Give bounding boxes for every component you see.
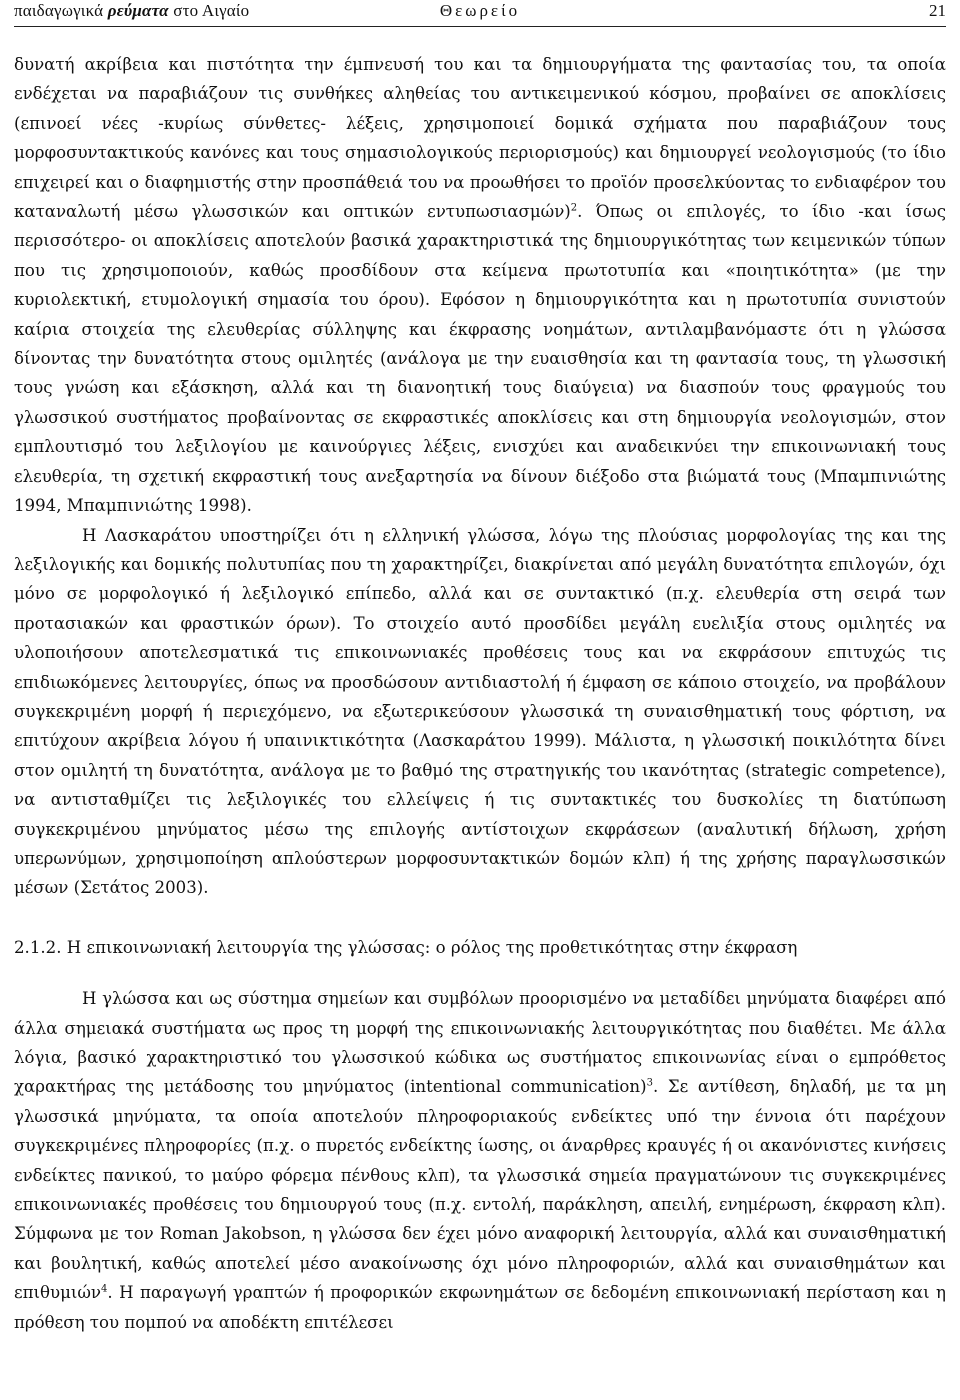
paragraph-2 xyxy=(14,521,946,903)
footnote-marker[interactable]: 4 xyxy=(101,1283,108,1295)
paragraph-3 xyxy=(14,984,946,1337)
paragraph-1 xyxy=(14,50,946,521)
page-number: 21 xyxy=(929,1,946,20)
section-name: Θεωρείο xyxy=(439,1,521,20)
section-heading: 2.1.2. Η επικοινωνιακή λειτουργία της γλώσσας: ο ρόλος της προθετικότητας στην έκφραση xyxy=(14,937,798,957)
running-header xyxy=(14,0,946,26)
journal-title-suffix: στο Αιγαίο xyxy=(168,1,250,20)
document-page xyxy=(14,0,946,1400)
journal-title-emphasis: ρεύματα xyxy=(107,1,169,20)
journal-title-prefix: παιδαγωγικά xyxy=(14,1,108,20)
footnote-marker[interactable]: 3 xyxy=(646,1077,653,1089)
paragraph-3-text: Η γλώσσα και ως σύστημα σημείων και συμβόλων προορισμένο να μεταδίδει μηνύματα διαφέρει από άλλα σημειακά συστήματα ως προς τη μορφή της επικοινωνιακής λειτουργικότητας που διαθέτει. Με άλλα λόγια, βασικό χαρακτηριστικό του γλωσσικού κώδικα ως συστήματος επικοινωνίας είναι ο εμπρόθετος χαρακτήρας της μετάδοσης του μηνύματος (intentional communication) xyxy=(14,989,946,1097)
paragraph-2-text: Η Λασκαράτου υποστηρίζει ότι η ελληνική γλώσσα, λόγω της πλούσιας μορφολογίας της και της λεξιλογικής και δομικής πολυτυπίας που τη χαρακτηρίζει, διακρίνεται από μεγάλη δυνατότητα επιλογών, όχι μόνο σε μορφολογικό ή λεξιλογικό επίπεδο, αλλά και σε συντακτικό (π.χ. ελευθερία στη σειρά των προτασιακών και φραστικών όρων). Το στοιχείο αυτό προσδίδει μεγάλη ευελιξία στους ομιλητές να υλοποιήσουν αποτελεσματικά τις επικοινωνιακές προθέσεις τους και να εκφράσουν επιτυχώς τις επιδιωκόμενες λειτουργίες, όπως να προσδώσουν αντιδιαστολή ή έμφαση σε κάποιο στοιχείο, να προβάλουν συγκεκριμένη μορφή ή περιεχόμενο, να εξωτερικεύσουν γλωσσικά τη συναισθηματική τους φόρτιση, να επιτύχουν ακρίβεια λόγου ή υπαινικτικότητα (Λασκαράτου 1999). Μάλιστα, η γλωσσική ποικιλότητα δίνει στον ομιλητή τη δυνατότητα, ανάλογα με το βαθμό της στρατηγικής του ικανότητας (strategic competence), να αντισταθμίζει τις λεξιλογικές του ελλείψεις ή τις συντακτικές του δυσκολίες τη διατύπωση συγκεκριμένου μηνύματος μέσω της επιλογής αντίστοιχων εκφράσεων (αναλυτική δήλωση, χρήση υπερωνύμων, χρησιμοποίηση απλούστερων μορφοσυντακτικών δομών κλπ) ή της χρήσης παραγλωσσικών μέσων (Σετάτος 2003). xyxy=(14,525,946,898)
paragraph-1-text: δυνατή ακρίβεια και πιστότητα την έμπνευσή του και τα δημιουργήματα της φαντασίας του, τα οποία ενδέχεται να παραβιάζουν τις συνθήκες αληθείας του αντικειμενικού κόσμου, προβαίνει σε αποκλίσεις (επινοεί νέες -κυρίως σύνθετες- λέξεις, χρησιμοποιεί δομικά σχήματα που παραβιάζουν τους μορφοσυντακτικούς κανόνες και τους σημασιολογικούς περιορισμούς) και δημιουργεί νεολογισμούς (το ίδιο επιχειρεί και ο διαφημιστής στην προσπάθειά του να προωθήσει το προϊόν προσελκύοντας το ενδιαφέρον του καταναλωτή μέσω γλωσσικών και οπτικών εντυπωσιασμών) xyxy=(14,55,946,222)
header-divider xyxy=(14,26,946,27)
paragraph-3-text-continued-2: . Η παραγωγή γραπτών ή προφορικών εκφωνημάτων σε δεδομένη επικοινωνιακή περίσταση και η πρόθεση του πομπού να αποδέκτη επιτέλεσει xyxy=(14,1283,946,1332)
paragraph-3-text-continued: . Σε αντίθεση, δηλαδή, με τα μη γλωσσικά μηνύματα, τα οποία αποτελούν πληροφοριακούς ενδείκτες υπό την έννοια ότι παρέχουν συγκεκριμένες πληροφορίες (π.χ. ο πυρετός ενδείκτης ίωσης, οι άναρθρες κραυγές ή οι ακανόνιστες κινήσεις ενδείκτες πανικού, το μαύρο φόρεμα πένθους κλπ), τα γλωσσικά σημεία πραγματώνουν τις συγκεκριμένες επικοινωνιακές προθέσεις του δημιουργού τους (π.χ. εντολή, παράκληση, απειλή, ενημέρωση, έκφραση κλπ). Σύμφωνα με τον Roman Jakobson, η γλώσσα δεν έχει μόνο αναφορική λειτουργία, αλλά και συναισθηματική και βουλητική, καθώς αποτελεί μέσο ανακοίνωσης όχι μόνο πληροφοριών, αλλά και συναισθημάτων και επιθυμιών xyxy=(14,1077,946,1303)
paragraph-1-text-continued: . Όπως οι επιλογές, το ίδιο -και ίσως περισσότερο- οι αποκλίσεις αποτελούν βασικά χαρακτηριστικά της δημιουργικότητας των κειμενικών τύπων που τις χρησιμοποιούν, καθώς προσδίδουν στα κείμενα πρωτοτυπία και «ποιητικότητα» (με την κυριολεκτική, ετυμολογική σημασία του όρου). Εφόσον η δημιουργικότητα και η πρωτοτυπία συνιστούν καίρια στοιχεία της ελευθερίας σύλληψης και έκφρασης νοημάτων, αντιλαμβανόμαστε ότι η γλώσσα δίνοντας την δυνατότητα στους ομιλητές (ανάλογα με την ευαισθησία και τη φαντασία τους, τη γλωσσική τους γνώση και εξάσκηση, αλλά και τη διανοητική τους διαύγεια) να διασπούν τους φραγμούς του γλωσσικού συστήματος προβαίνοντας σε εκφραστικές αποκλίσεις και στη δημιουργία νεολογισμών, στον εμπλουτισμό του λεξιλογίου με καινούργιες λέξεις, ενισχύει και αναδεικνύει την επικοινωνιακή τους ελευθερία, τη σχετική εκφραστική τους ανεξαρτησία να δίνουν διέξοδο στα βιώματά τους (Μπαμπινιώτης 1994, Μπαμπινιώτης 1998). xyxy=(14,202,946,516)
footnote-marker[interactable]: 2 xyxy=(570,202,578,214)
body-text xyxy=(14,50,946,1337)
